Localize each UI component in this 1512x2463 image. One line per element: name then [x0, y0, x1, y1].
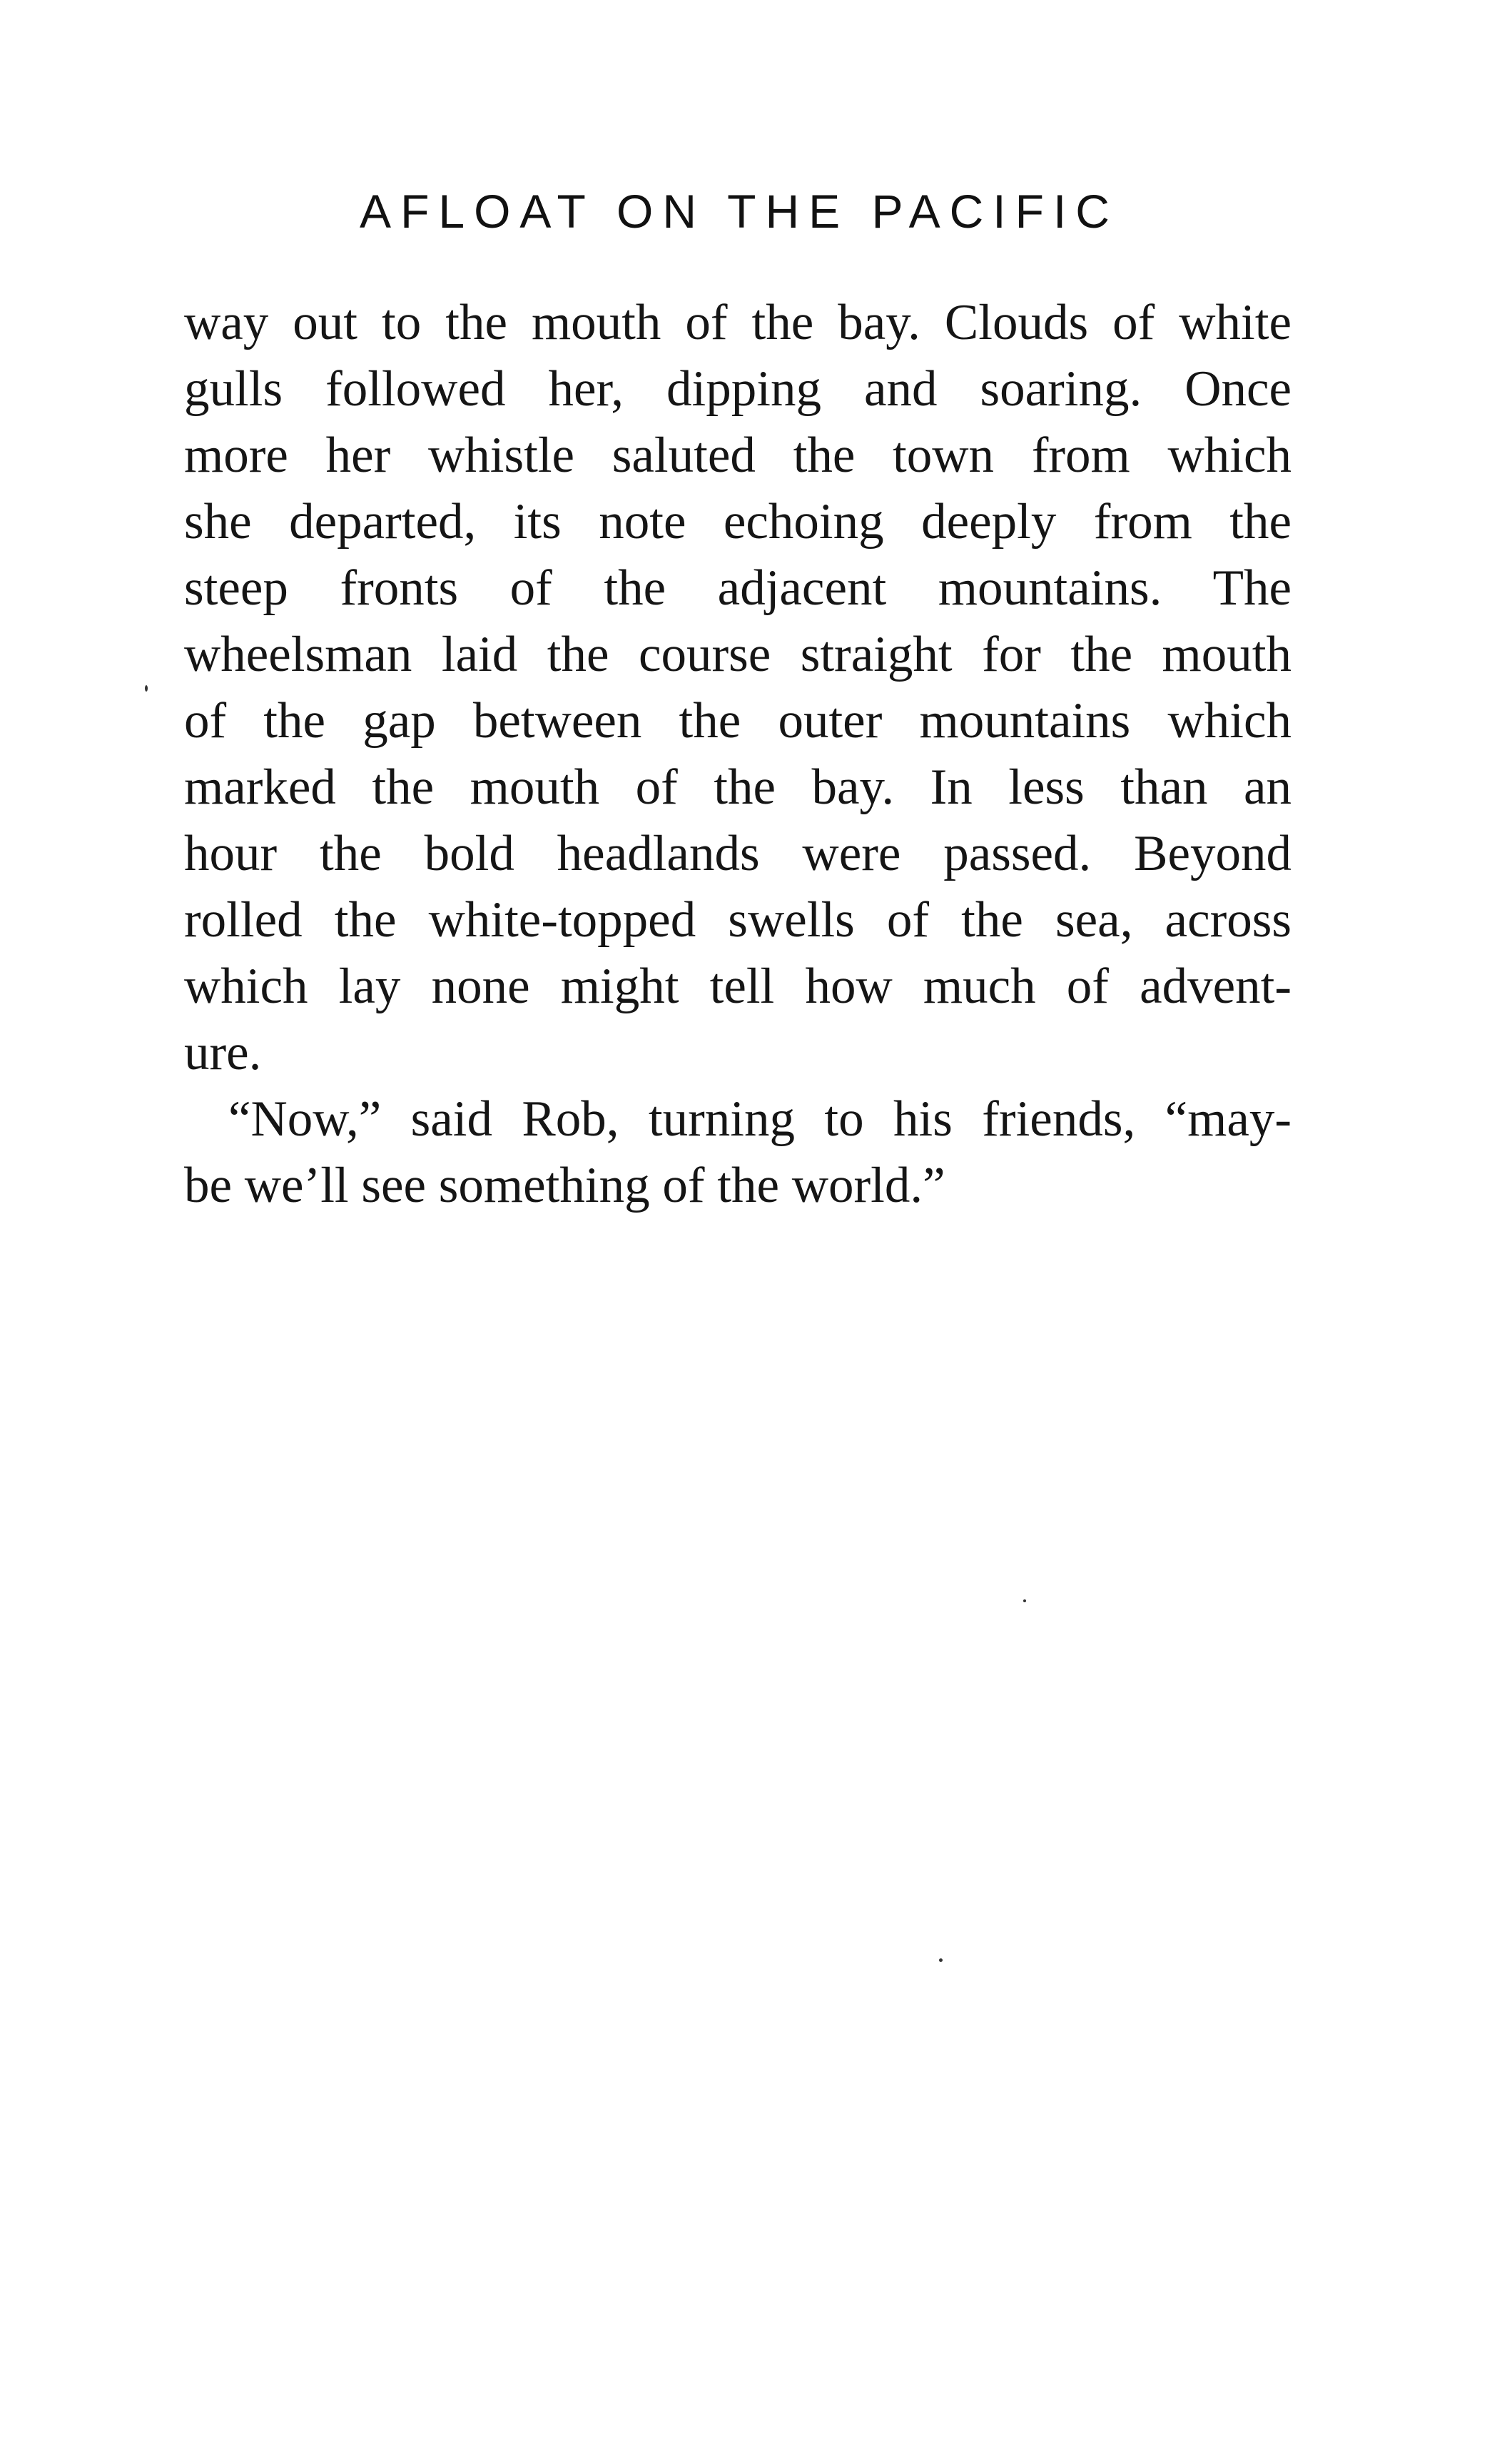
text-line: rolled the white-topped swells of the sea, across	[184, 892, 1292, 948]
text-line: more her whistle saluted the town from which	[184, 428, 1292, 483]
paragraph-2	[184, 1086, 1292, 1219]
text-line: of the gap between the outer mountains which	[184, 693, 1292, 749]
text-line: she departed, its note echoing deeply from the	[184, 494, 1292, 550]
body-text	[184, 290, 1292, 1219]
running-head: AFLOAT ON THE PACIFIC	[360, 185, 1119, 238]
paragraph-1	[184, 290, 1292, 1086]
text-line: be we’ll see something of the world.”	[184, 1158, 945, 1213]
text-line: hour the bold headlands were passed. Beyond	[184, 826, 1292, 881]
text-line: which lay none might tell how much of advent-	[184, 959, 1292, 1014]
text-line: gulls followed her, dipping and soaring. Once	[184, 361, 1292, 417]
text-line: steep fronts of the adjacent mountains. The	[184, 560, 1292, 616]
text-line: ure.	[184, 1025, 262, 1081]
scan-speck	[1023, 1599, 1026, 1602]
text-line: “Now,” said Rob, turning to his friends, “may-	[228, 1091, 1292, 1147]
text-line: marked the mouth of the bay. In less than an	[184, 759, 1292, 815]
scan-speck	[145, 685, 148, 692]
text-line: way out to the mouth of the bay. Clouds of white	[184, 295, 1292, 350]
text-line: wheelsman laid the course straight for the mouth	[184, 627, 1292, 682]
scan-speck	[939, 1958, 943, 1962]
